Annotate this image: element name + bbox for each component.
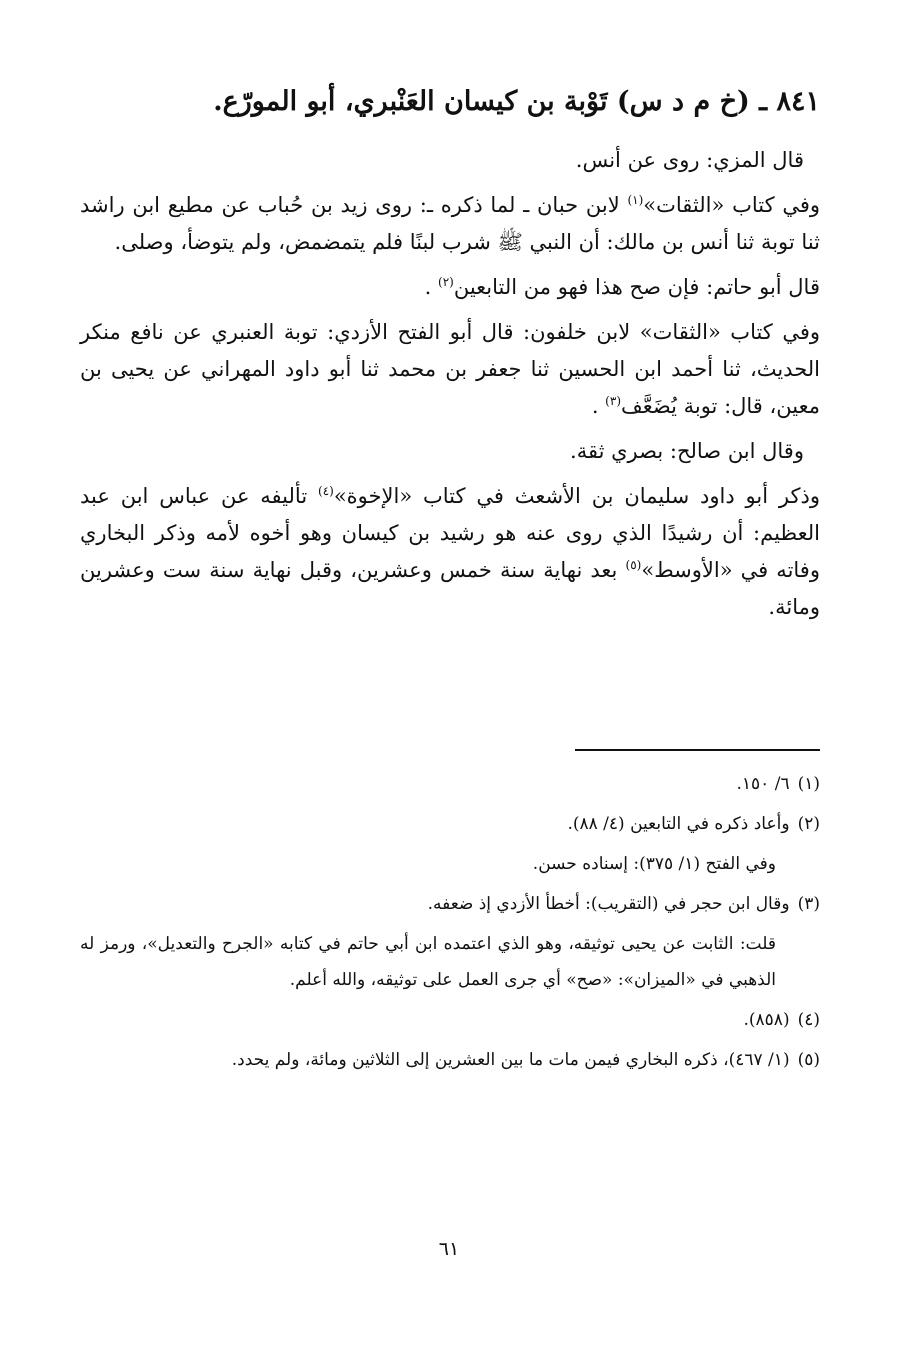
footnote-1 [80,766,820,802]
footnote-4-text: (٨٥٨). [743,1010,790,1030]
footnote-ref-1: (١) [627,193,644,207]
footnote-1-text: ٦/ ١٥٠. [736,774,790,794]
paragraph-abu-dawud [80,478,820,626]
paragraph-mizzi: قال المزي: روى عن أنس. [575,148,804,172]
footnote-2-continuation: وفي الفتح (١/ ٣٧٥): إسناده حسن. [532,854,776,874]
footnote-2 [80,806,820,842]
paragraph-abu-dawud-text-c: بعد نهاية سنة خمس وعشرين، وقبل نهاية سنة ست وعشرين ومائة. [80,558,820,619]
paragraph-abu-dawud-text-b: تأليفه عن عباس ابن عبد العظيم: أن رشيدًا الذي روى عنه هو رشيد بن كيسان وهو أخوه لأمه وذكر البخاري وفاته في «الأوسط» [80,484,820,582]
footnote-3-continuation: قلت: الثابت عن يحيى توثيقه، وهو الذي اعتمده ابن أبي حاتم في كتابه «الجرح والتعديل»، ورمز له الذهبي في «الميزان»: «صح» أي جرى العمل على توثيقه، والله أعلم. [80,934,776,990]
footnote-3-number: (٣) [797,894,820,914]
footnote-ref-2: (٢) [438,275,454,289]
paragraph-abu-dawud-text-a: وذكر أبو داود سليمان بن الأشعث في كتاب «الإخوة» [333,484,820,508]
footnote-ref-5: (٥) [625,558,642,572]
footnote-1-number: (١) [797,774,820,794]
footnote-4 [80,1002,820,1038]
footnote-ref-3: (٣) [605,394,621,408]
paragraph-ibn-hibban-text-a: وفي كتاب «الثقات» [643,193,820,217]
footnote-5-number: (٥) [797,1050,820,1070]
footnote-2-text: وأعاد ذكره في التابعين (٤/ ٨٨). [567,814,790,834]
paragraph-ibn-khalfun-end: . [591,394,606,418]
entry-heading: ٨٤١ ـ (خ م د س) تَوْبة بن كيسان العَنْبري، أبو المورّع. [213,86,820,117]
paragraph-ibn-hibban-text-b: لابن حبان ـ لما ذكره ـ: روى زيد بن حُباب عن مطيع ابن راشد ثنا توبة ثنا أنس بن مالك: أن النبي ﷺ شرب لبنًا فلم يتمضمض، ولم يتوضأ، وصلى. [80,193,820,254]
paragraph-ibn-khalfun-text: وفي كتاب «الثقات» لابن خلفون: قال أبو الفتح الأزدي: توبة العنبري عن نافع منكر الحديث، ثنا أحمد ابن الحسين ثنا جعفر بن محمد ثنا أبو داود المهراني عن يحيى بن معين، قال: توبة يُضَعَّف [80,320,820,418]
footnote-5 [80,1042,820,1078]
entry-body [80,142,820,634]
footnote-2-number: (٢) [797,814,820,834]
footnote-5-text: (١/ ٤٦٧)، ذكره البخاري فيمن مات ما بين العشرين إلى الثلاثين ومائة، ولم يحدد. [231,1050,790,1070]
footnote-ref-4: (٤) [318,484,334,498]
footnote-3-text: وقال ابن حجر في (التقريب): أخطأ الأزدي إذ ضعفه. [427,894,790,914]
paragraph-abu-hatim [80,269,820,306]
footnote-separator [575,749,820,751]
page-number: ٦١ [438,1238,460,1260]
paragraph-ibn-khalfun [80,314,820,425]
footnote-3 [80,886,820,922]
paragraph-ibn-hibban [80,187,820,261]
footnotes [80,766,820,1082]
footnote-4-number: (٤) [797,1010,820,1030]
paragraph-ibn-salih: وقال ابن صالح: بصري ثقة. [570,439,804,463]
paragraph-abu-hatim-end: . [424,275,439,299]
paragraph-abu-hatim-text: قال أبو حاتم: فإن صح هذا فهو من التابعين [453,275,820,299]
